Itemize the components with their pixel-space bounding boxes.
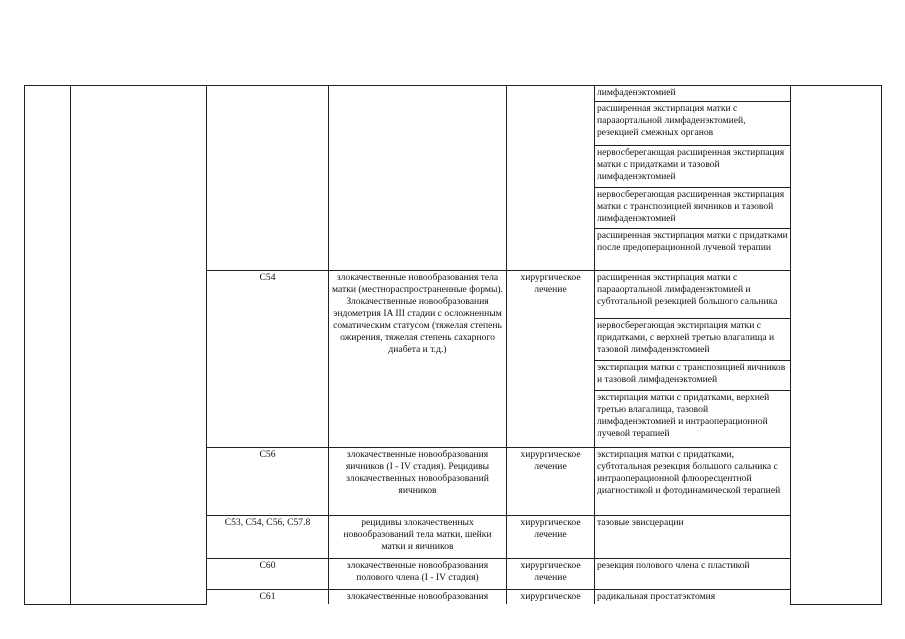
treatment-cell: хирургическое bbox=[507, 590, 595, 605]
method-cell: расширенная экстирпация матки с парааортальной лимфаденэктомией, резекцией смежных органов bbox=[595, 102, 791, 146]
method-cell: расширенная экстирпация матки с придатками после предоперационной лучевой терапии bbox=[595, 229, 791, 271]
code-cell: C60 bbox=[207, 559, 329, 590]
treatment-cell: хирургическое лечение bbox=[507, 448, 595, 516]
method-cell: нервосберегающая расширенная экстирпация матки с транспозицией яичников и тазовой лимфаденэктомией bbox=[595, 188, 791, 229]
code-cell: C54 bbox=[207, 271, 329, 448]
diagnosis-cell: рецидивы злокачественных новообразований тела матки, шейки матки и яичников bbox=[329, 516, 507, 559]
diagnosis-cell: злокачественные новообразования полового члена (I - IV стадия) bbox=[329, 559, 507, 590]
treatment-cell bbox=[507, 86, 595, 271]
method-cell: лимфаденэктомией bbox=[595, 86, 791, 102]
diagnosis-cell: злокачественные новообразования bbox=[329, 590, 507, 605]
diagnosis-cell bbox=[329, 86, 507, 271]
table-row bbox=[25, 86, 882, 102]
code-cell: C56 bbox=[207, 448, 329, 516]
method-cell: нервосберегающая расширенная экстирпация матки с придатками и тазовой лимфаденэктомией bbox=[595, 146, 791, 188]
method-cell: нервосберегающая экстирпация матки с придатками, с верхней третью влагалища и тазовой лимфаденэктомией bbox=[595, 319, 791, 361]
col-number-cell bbox=[25, 86, 71, 605]
method-cell: экстирпация матки с транспозицией яичников и тазовой лимфаденэктомией bbox=[595, 361, 791, 391]
code-cell: C53, C54, C56, C57.8 bbox=[207, 516, 329, 559]
code-cell bbox=[207, 86, 329, 271]
method-cell: радикальная простатэктомия bbox=[595, 590, 791, 605]
treatment-cell: хирургическое лечение bbox=[507, 516, 595, 559]
treatment-cell: хирургическое лечение bbox=[507, 559, 595, 590]
code-cell: C61 bbox=[207, 590, 329, 605]
col-norm-cell bbox=[791, 86, 882, 605]
diagnosis-cell: злокачественные новообразования тела матки (местнораспространенные формы). Злокачественные новообразования эндометрия IA III стадии с осложненным соматическим статусом (тяжелая степень ожирения, тяжелая степень сахарного диабета и т.д.) bbox=[329, 271, 507, 448]
method-cell: экстирпация матки с придатками, субтотальная резекция большого сальника с интраоперационной флюоресцентной диагностикой и фотодинамической терапией bbox=[595, 448, 791, 516]
method-cell: резекция полового члена с пластикой bbox=[595, 559, 791, 590]
method-cell: расширенная экстирпация матки с парааортальной лимфаденэктомией и субтотальной резекцией большого сальника bbox=[595, 271, 791, 319]
method-cell: экстирпация матки с придатками, верхней третью влагалища, тазовой лимфаденэктомией и интраоперационной лучевой терапией bbox=[595, 391, 791, 448]
col-name-cell bbox=[71, 86, 207, 605]
diagnosis-cell: злокачественные новообразования яичников (I - IV стадия). Рецидивы злокачественных новообразований яичников bbox=[329, 448, 507, 516]
method-cell: тазовые эвисцерации bbox=[595, 516, 791, 559]
medical-care-table bbox=[24, 85, 882, 605]
treatment-cell: хирургическое лечение bbox=[507, 271, 595, 448]
